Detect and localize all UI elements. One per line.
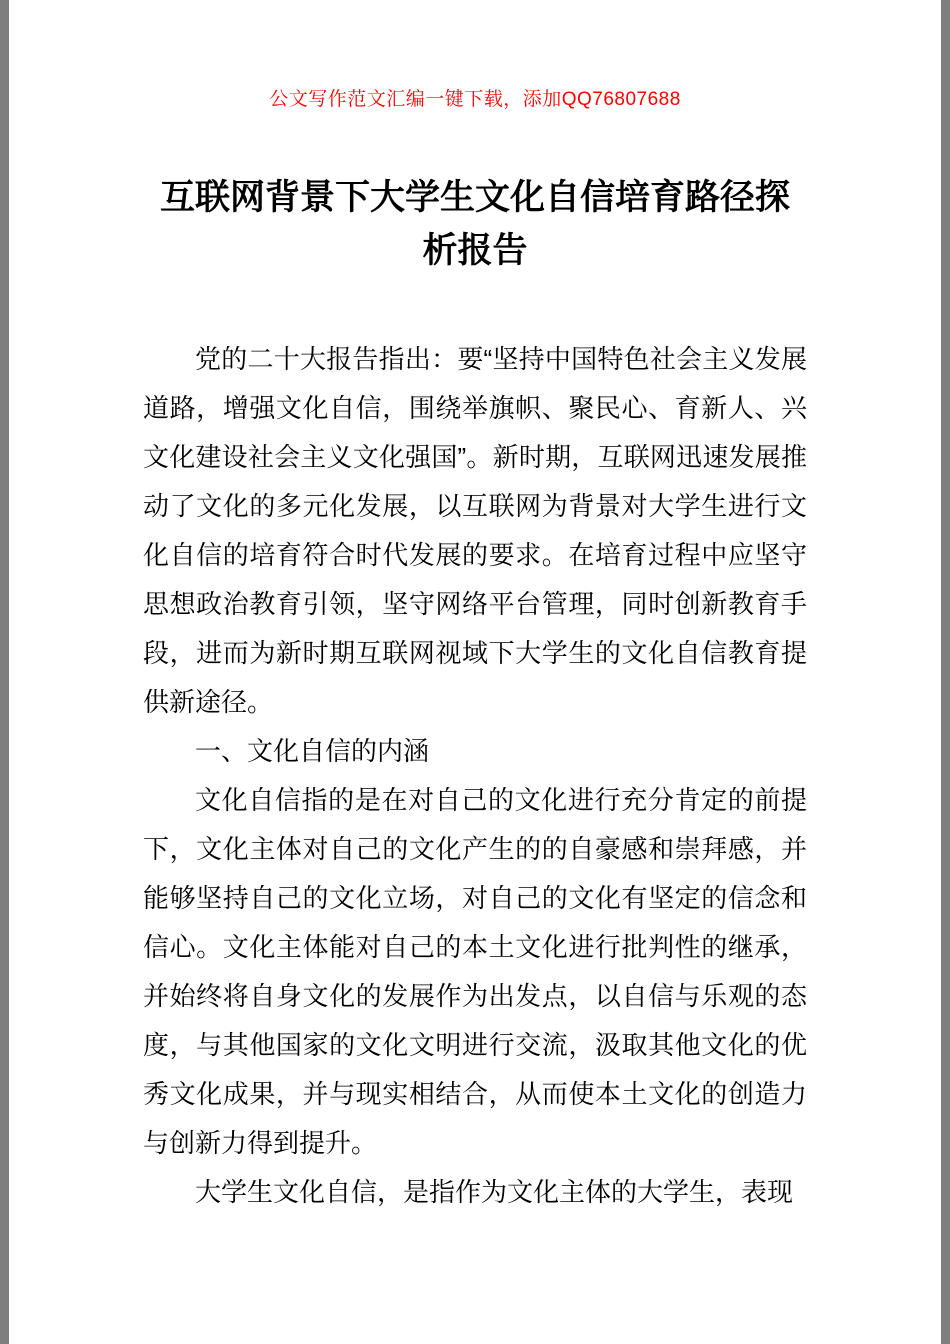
document-title: 互联网背景下大学生文化自信培育路径探析报告 [159, 178, 790, 270]
paragraph-students: 大学生文化自信，是指作为文化主体的大学生，表现 [195, 1177, 794, 1207]
section-heading-1: 一、文化自信的内涵 [195, 736, 430, 766]
document-page [9, 0, 941, 1344]
document-body [143, 335, 807, 1217]
paragraph-definition: 文化自信指的是在对自己的文化进行充分肯定的前提下，文化主体对自己的文化产生的的自豪感和崇拜感，并能够坚持自己的文化立场，对自己的文化有坚定的信念和信心。文化主体能对自己的本土文化进行批判性的继承，并始终将自身文化的发展作为出发点，以自信与乐观的态度，与其他国家的文化文明进行交流，汲取其他文化的优秀文化成果，并与现实相结合，从而使本土文化的创造力与创新力得到提升。 [143, 785, 807, 1158]
paragraph-intro: 党的二十大报告指出：要“坚持中国特色社会主义发展道路，增强文化自信，围绕举旗帜、聚民心、育新人、兴文化建设社会主义文化强国”。新时期，互联网迅速发展推动了文化的多元化发展，以互联网为背景对大学生进行文化自信的培育符合时代发展的要求。在培育过程中应坚守思想政治教育引领，坚守网络平台管理，同时创新教育手段，进而为新时期互联网视域下大学生的文化自信教育提供新途径。 [143, 344, 807, 717]
download-notice: 公文写作范文汇编一键下载，添加QQ76807688 [269, 89, 681, 110]
